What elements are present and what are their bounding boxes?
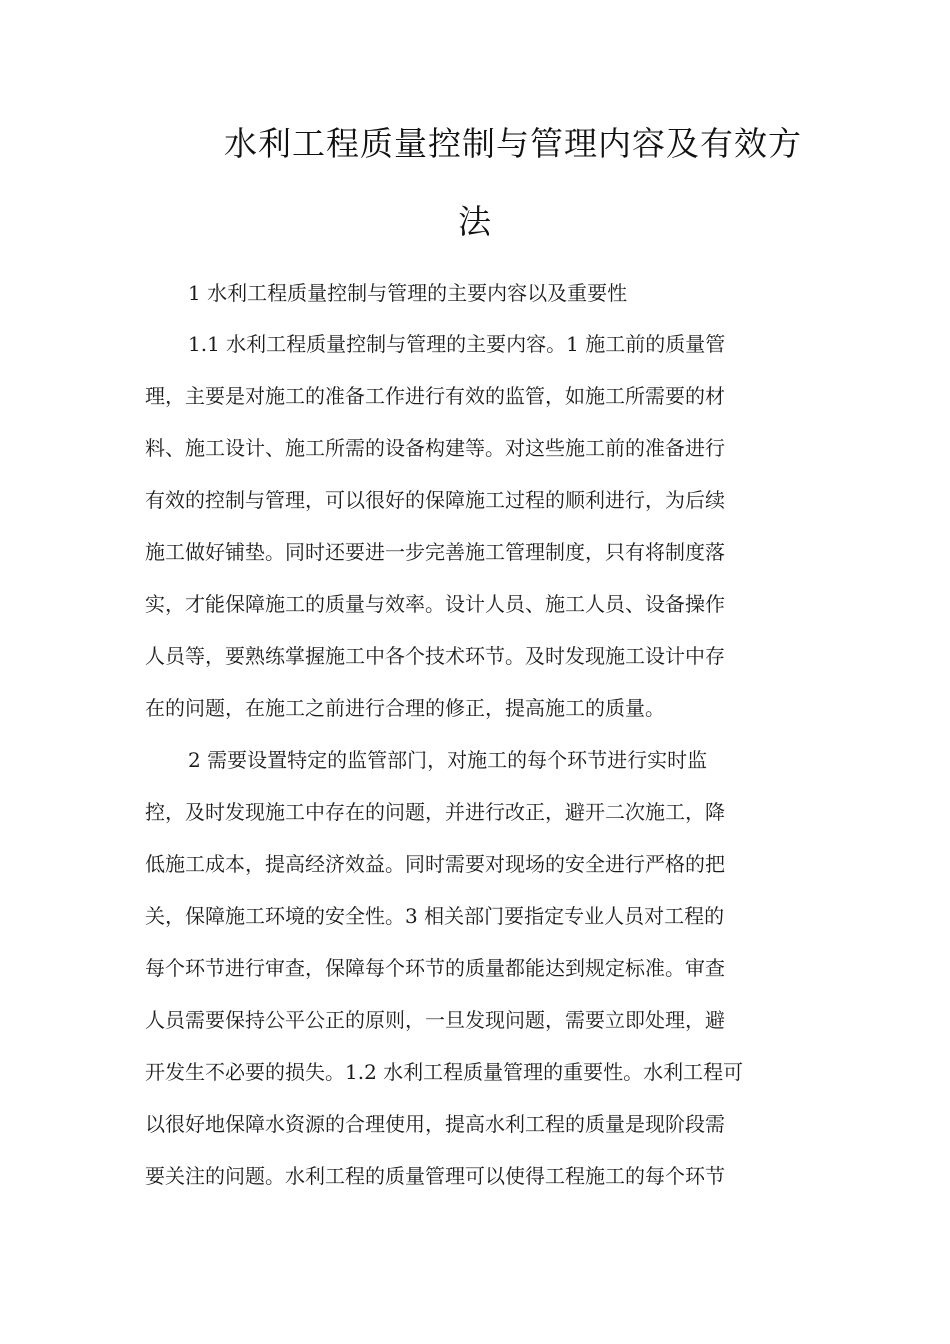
paragraph-2-line: 人员需要保持公平公正的原则，一旦发现问题，需要立即处理，避 — [145, 1008, 725, 1032]
document-title-line-1: 水利工程质量控制与管理内容及有效方 — [224, 124, 802, 163]
document-title-line-2: 法 — [458, 202, 492, 241]
paragraph-1-line: 在的问题，在施工之前进行合理的修正，提高施工的质量。 — [145, 696, 665, 720]
paragraph-2-line: 2 需要设置特定的监管部门，对施工的每个环节进行实时监 — [188, 748, 708, 772]
paragraph-2-line: 以很好地保障水资源的合理使用，提高水利工程的质量是现阶段需 — [145, 1112, 725, 1136]
paragraph-2-line: 控，及时发现施工中存在的问题，并进行改正，避开二次施工，降 — [145, 800, 725, 824]
paragraph-2-line: 开发生不必要的损失。1.2 水利工程质量管理的重要性。水利工程可 — [145, 1060, 744, 1084]
paragraph-1-line: 实，才能保障施工的质量与效率。设计人员、施工人员、设备操作 — [145, 592, 725, 616]
paragraph-1-line: 人员等，要熟练掌握施工中各个技术环节。及时发现施工设计中存 — [145, 644, 725, 668]
paragraph-2-line: 每个环节进行审查，保障每个环节的质量都能达到规定标准。审查 — [145, 956, 725, 980]
paragraph-2-line: 低施工成本，提高经济效益。同时需要对现场的安全进行严格的把 — [145, 852, 725, 876]
paragraph-1-line: 施工做好铺垫。同时还要进一步完善施工管理制度，只有将制度落 — [145, 540, 725, 564]
paragraph-2-line: 关，保障施工环境的安全性。3 相关部门要指定专业人员对工程的 — [145, 904, 725, 928]
paragraph-1-line: 1.1 水利工程质量控制与管理的主要内容。1 施工前的质量管 — [188, 332, 726, 356]
paragraph-1-line: 理，主要是对施工的准备工作进行有效的监管，如施工所需要的材 — [145, 384, 725, 408]
section-heading: 1 水利工程质量控制与管理的主要内容以及重要性 — [188, 281, 628, 305]
paragraph-1-line: 料、施工设计、施工所需的设备构建等。对这些施工前的准备进行 — [145, 436, 725, 460]
paragraph-1-line: 有效的控制与管理，可以很好的保障施工过程的顺利进行，为后续 — [145, 488, 725, 512]
paragraph-2-line: 要关注的问题。水利工程的质量管理可以使得工程施工的每个环节 — [145, 1164, 725, 1188]
